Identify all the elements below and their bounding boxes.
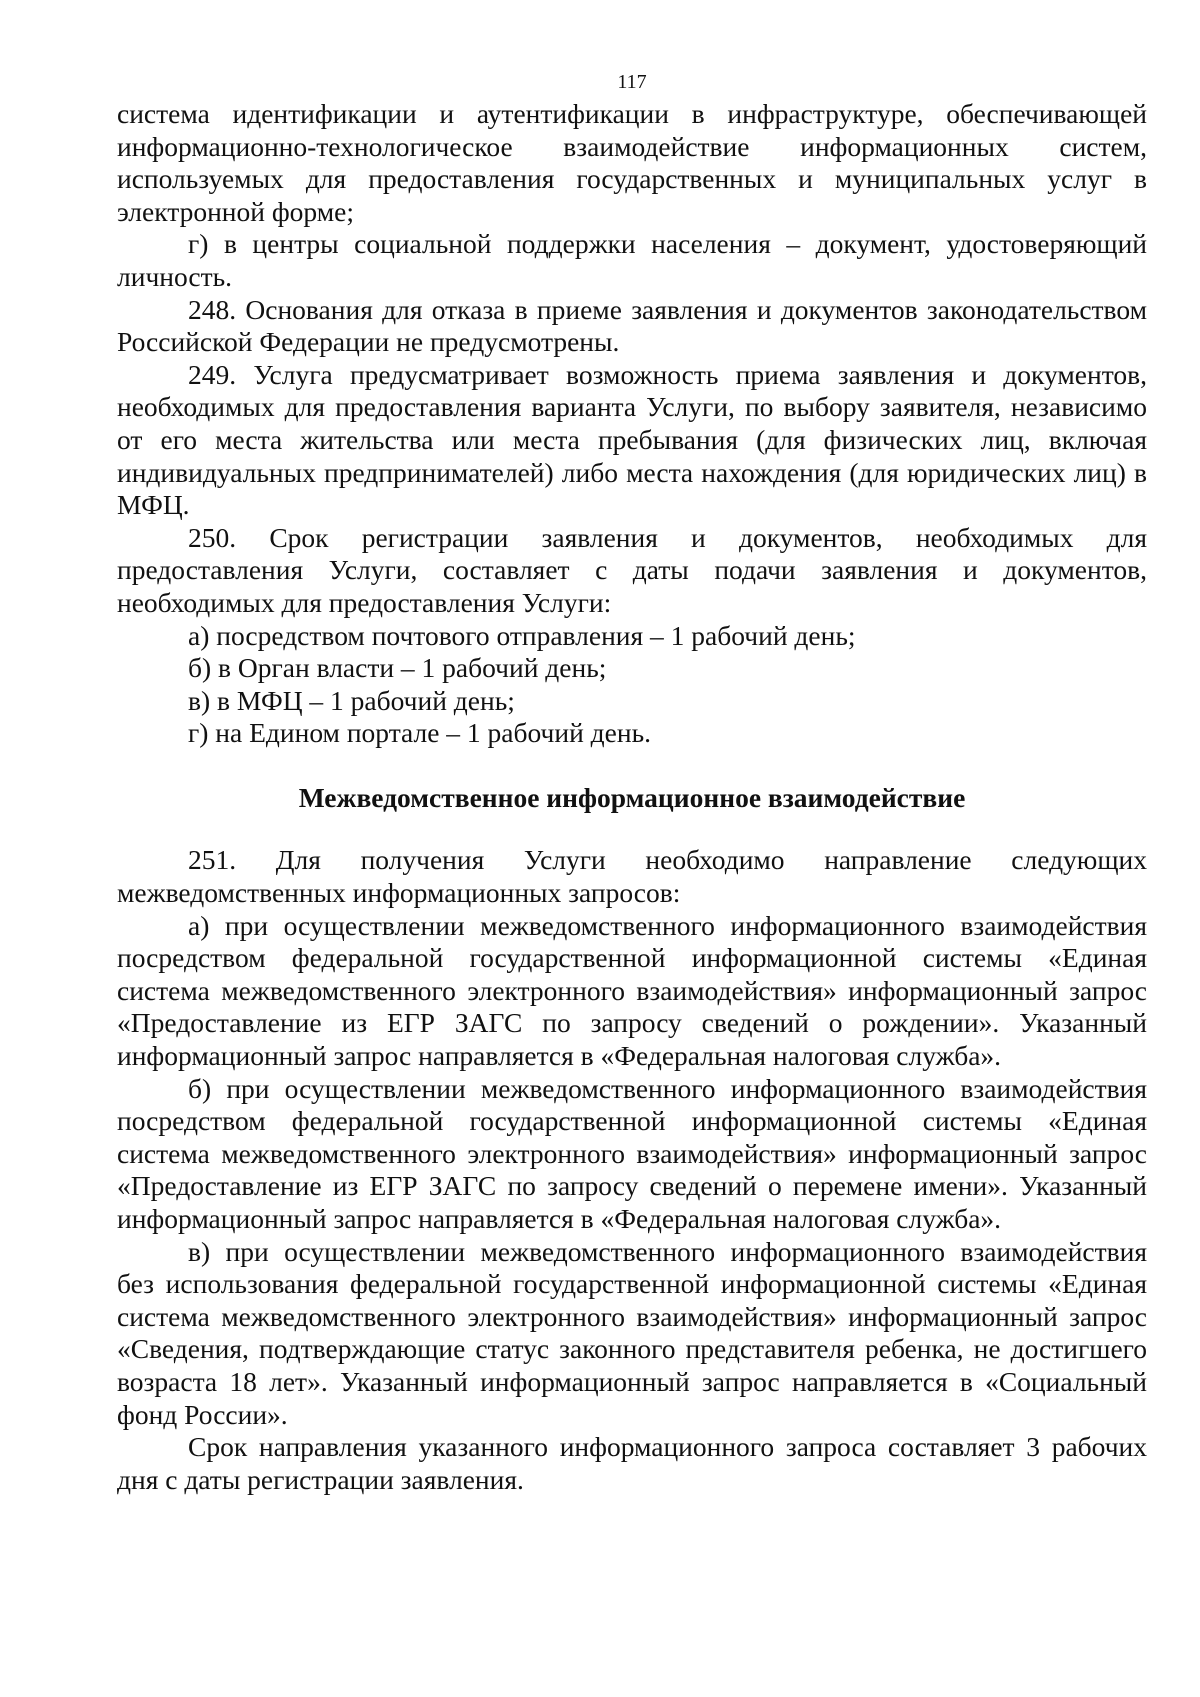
paragraph-251-a: а) при осуществлении межведомственного информационного взаимодействия посредством федеральной государственной информационной системы «Единая система межведомственного электронного взаимодействия» информационный запрос «Предоставление из ЕГР ЗАГС по запросу сведений о рождении». Указанный информационный запрос направляется в «Федеральная налоговая служба». (117, 909, 1147, 1072)
paragraph-request-deadline: Срок направления указанного информационного запроса составляет 3 рабочих дня с даты регистрации заявления. (117, 1431, 1147, 1495)
list-item-g-portal: г) на Едином портале – 1 рабочий день. (188, 717, 652, 749)
list-item-a-post: а) посредством почтового отправления – 1 рабочий день; (188, 619, 856, 651)
page-number: 117 (617, 71, 647, 93)
paragraph-item-g-social-centers: г) в центры социальной поддержки населения – документ, удостоверяющий личность. (117, 228, 1147, 292)
paragraph-251-v: в) при осуществлении межведомственного информационного взаимодействия без использования федеральной государственной информационной системы «Единая система межведомственного электронного взаимодействия» информационный запрос «Сведения, подтверждающие статус законного представителя ребенка, не достигшего возраста 18 лет». Указанный информационный запрос направляется в «Социальный фонд России». (117, 1235, 1147, 1430)
paragraph-251: 251. Для получения Услуги необходимо направление следующих межведомственных информационных запросов: (117, 844, 1147, 909)
paragraph-249: 249. Услуга предусматривает возможность приема заявления и документов, необходимых для предоставления варианта Услуги, по выбору заявителя, независимо от его места жительства или места пребывания (для физических лиц, включая индивидуальных предпринимателей) либо места нахождения (для юридических лиц) в МФЦ. (117, 358, 1147, 521)
section-heading: Межведомственное информационное взаимодействие (298, 781, 966, 813)
paragraph-continuation: система идентификации и аутентификации в инфраструктуре, обеспечивающей информационно-технологическое взаимодействие информационных систем, используемых для предоставления государственных и муниципальных услуг в электронной форме; (117, 98, 1147, 227)
document-body (117, 98, 1147, 1496)
list-item-v-mfc: в) в МФЦ – 1 рабочий день; (188, 684, 515, 716)
paragraph-250: 250. Срок регистрации заявления и документов, необходимых для предоставления Услуги, составляет с даты подачи заявления и документов, необходимых для предоставления Услуги: (117, 521, 1147, 618)
list-item-b-authority: б) в Орган власти – 1 рабочий день; (188, 652, 607, 684)
paragraph-248: 248. Основания для отказа в приеме заявления и документов законодательством Российской Федерации не предусмотрены. (117, 293, 1147, 358)
paragraph-251-b: б) при осуществлении межведомственного информационного взаимодействия посредством федеральной государственной информационной системы «Единая система межведомственного электронного взаимодействия» информационный запрос «Предоставление из ЕГР ЗАГС по запросу сведений о перемене имени». Указанный информационный запрос направляется в «Федеральная налоговая служба». (117, 1072, 1147, 1234)
